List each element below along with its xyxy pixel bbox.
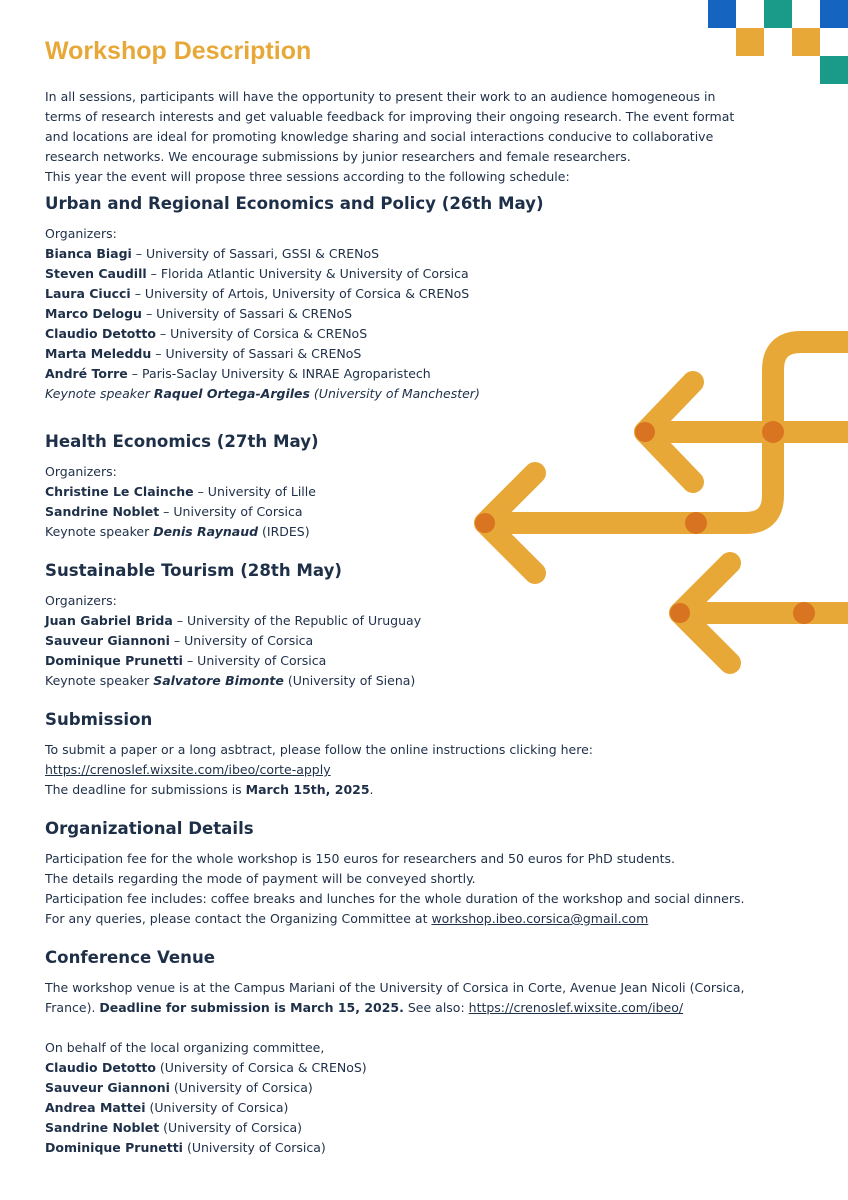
organizational-heading: Organizational Details [45, 819, 254, 838]
deadline-prefix: The deadline for submissions is [45, 782, 246, 797]
intro-line: research networks. We encourage submissions by junior researchers and female researchers. [45, 149, 631, 164]
venue-line [45, 998, 683, 1018]
arrows-decoration [485, 342, 848, 663]
intro-line: This year the event will propose three sessions according to the following schedule: [45, 169, 570, 184]
deadline-suffix: . [369, 782, 374, 797]
member-name: Andrea Mattei [45, 1100, 146, 1115]
contact-row [45, 909, 648, 929]
committee-member [45, 1138, 326, 1158]
organizer-name: André Torre [45, 366, 128, 381]
organizer-row [45, 611, 421, 631]
committee-intro: On behalf of the local organizing committee, [45, 1040, 325, 1055]
organizer-affiliation: – Paris-Saclay University & INRAE Agroparistech [127, 366, 431, 381]
member-name: Claudio Detotto [45, 1060, 156, 1075]
organizer-affiliation: – University of Sassari, GSSI & CRENoS [131, 246, 380, 261]
submission-row [45, 760, 331, 780]
organizer-affiliation: – University of Corsica [169, 633, 314, 648]
organizer-name: Steven Caudill [45, 266, 147, 281]
organizer-name: Marta Meleddu [45, 346, 152, 361]
organizers-label: Organizers: [45, 226, 117, 241]
organizer-affiliation: – University of Sassari & CRENoS [151, 346, 362, 361]
organizer-row [45, 244, 379, 264]
keynote-affiliation: (University of Siena) [283, 673, 416, 688]
organizer-name: Christine Le Clainche [45, 484, 194, 499]
organizer-row [45, 264, 469, 284]
organizer-row [45, 502, 302, 522]
committee-member [45, 1118, 302, 1138]
organizer-affiliation: – University of Corsica & CRENoS [155, 326, 368, 341]
committee-member [45, 1078, 313, 1098]
organizer-row [45, 304, 352, 324]
member-name: Sauveur Giannoni [45, 1080, 170, 1095]
venue-line: The workshop venue is at the Campus Mariani of the University of Corsica in Corte, Avenue Jean Nicoli (Corsica, [45, 980, 745, 995]
arrow-head-lower [680, 563, 730, 663]
intro-line: In all sessions, participants will have the opportunity to present their work to an audience homogeneous in [45, 89, 716, 104]
organizer-name: Claudio Detotto [45, 326, 156, 341]
organizer-row [45, 364, 431, 384]
keynote-row [45, 671, 415, 691]
arrow-dots-decoration [475, 421, 815, 624]
deadline-row [45, 780, 374, 800]
venue-see-also: See also: [403, 1000, 469, 1015]
keynote-row [45, 384, 480, 404]
member-name: Dominique Prunetti [45, 1140, 183, 1155]
corner-squares-decoration [708, 0, 848, 84]
venue-prefix: France). [45, 1000, 100, 1015]
keynote-row [45, 522, 310, 542]
member-affiliation: (University of Corsica) [145, 1100, 289, 1115]
keynote-affiliation: (IRDES) [258, 524, 310, 539]
organizational-line: Participation fee includes: coffee breaks and lunches for the whole duration of the workshop and social dinners. [45, 891, 745, 906]
member-affiliation: (University of Corsica & CRENoS) [155, 1060, 367, 1075]
organizer-row [45, 284, 469, 304]
venue-deadline: Deadline for submission is March 15, 2025. [99, 1000, 404, 1015]
organizer-affiliation: – University of Lille [193, 484, 316, 499]
organizer-row [45, 324, 367, 344]
committee-member [45, 1098, 288, 1118]
organizer-row [45, 631, 313, 651]
submission-heading: Submission [45, 710, 153, 729]
arrow-head-upper [645, 382, 693, 482]
intro-line: terms of research interests and get valuable feedback for improving their ongoing research. The event format [45, 109, 735, 124]
member-name: Sandrine Noblet [45, 1120, 160, 1135]
session-heading-tourism: Sustainable Tourism (28th May) [45, 561, 343, 580]
page-title: Workshop Description [45, 37, 312, 65]
organizer-name: Sauveur Giannoni [45, 633, 170, 648]
keynote-speaker: Denis Raynaud [153, 524, 259, 539]
keynote-prefix: Keynote speaker [45, 524, 154, 539]
organizers-label: Organizers: [45, 593, 117, 608]
organizer-affiliation: – University of Sassari & CRENoS [141, 306, 353, 321]
session-heading-health: Health Economics (27th May) [45, 432, 319, 451]
organizer-affiliation: – Florida Atlantic University & University of Corsica [146, 266, 469, 281]
organizer-row [45, 482, 316, 502]
session-heading-urban: Urban and Regional Economics and Policy (26th May) [45, 194, 544, 213]
member-affiliation: (University of Corsica) [159, 1120, 303, 1135]
keynote-prefix: Keynote speaker [45, 386, 154, 401]
organizer-row [45, 651, 326, 671]
organizers-label: Organizers: [45, 464, 117, 479]
organizer-affiliation: – University of Artois, University of Corsica & CRENoS [130, 286, 470, 301]
organizational-line: Participation fee for the whole workshop is 150 euros for researchers and 50 euros for PhD students. [45, 851, 676, 866]
organizer-name: Dominique Prunetti [45, 653, 183, 668]
keynote-speaker: Raquel Ortega-Argiles [153, 386, 310, 401]
contact-email-link[interactable]: workshop.ibeo.corsica@gmail.com [431, 911, 649, 926]
submission-text: To submit a paper or a long asbtract, please follow the online instructions clicking here: [45, 742, 594, 757]
submission-link[interactable]: https://crenoslef.wixsite.com/ibeo/corte-apply [45, 762, 331, 777]
committee-member [45, 1058, 367, 1078]
contact-prefix: For any queries, please contact the Organizing Committee at [45, 911, 432, 926]
keynote-prefix: Keynote speaker [45, 673, 154, 688]
organizer-affiliation: – University of Corsica [159, 504, 303, 519]
keynote-speaker: Salvatore Bimonte [153, 673, 284, 688]
member-affiliation: (University of Corsica) [182, 1140, 326, 1155]
organizer-name: Laura Ciucci [45, 286, 131, 301]
keynote-affiliation: (University of Manchester) [309, 386, 480, 401]
venue-heading: Conference Venue [45, 948, 216, 967]
organizational-line: The details regarding the mode of payment will be conveyed shortly. [45, 871, 476, 886]
organizer-affiliation: – University of Corsica [182, 653, 327, 668]
organizer-affiliation: – University of the Republic of Uruguay [172, 613, 422, 628]
arrow-head-middle [485, 473, 535, 573]
intro-line: and locations are ideal for promoting knowledge sharing and social interactions conducive to collaborative [45, 129, 714, 144]
organizer-name: Sandrine Noblet [45, 504, 160, 519]
organizer-name: Juan Gabriel Brida [45, 613, 173, 628]
organizer-name: Marco Delogu [45, 306, 142, 321]
organizer-row [45, 344, 361, 364]
arrow-curve-main [485, 342, 848, 523]
member-affiliation: (University of Corsica) [169, 1080, 313, 1095]
venue-link[interactable]: https://crenoslef.wixsite.com/ibeo/ [468, 1000, 684, 1015]
deadline-date: March 15th, 2025 [245, 782, 370, 797]
organizer-name: Bianca Biagi [45, 246, 132, 261]
